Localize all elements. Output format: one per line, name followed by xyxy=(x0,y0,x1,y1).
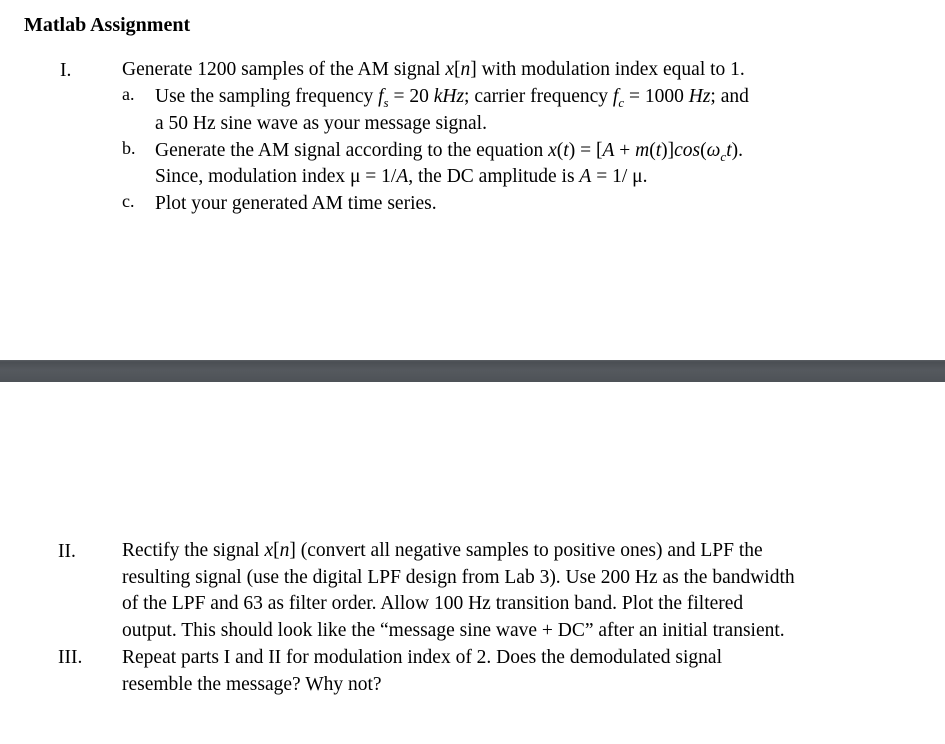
part-1a-line-2: a 50 Hz sine wave as your message signal. xyxy=(155,113,487,134)
part-1a-line-1: Use the sampling frequency $f_s = 20$ kHz; carrier frequency $f_c = 1000$ Hz; and xyxy=(155,86,749,110)
page-title: Matlab Assignment xyxy=(24,14,191,36)
part-2-line-1: Rectify the signal x[n] (convert all negative samples to positive ones) and LPF the xyxy=(122,540,763,561)
part-3-line-1: Repeat parts I and II for modulation index of 2. Does the demodulated signal xyxy=(122,647,723,668)
part-1-numeral: I. xyxy=(60,60,72,81)
page-divider xyxy=(0,360,945,382)
part-2-numeral: II. xyxy=(58,541,76,562)
part-1-line-1: Generate 1200 samples of the AM signal x[n] with modulation index equal to 1. xyxy=(122,59,745,80)
part-2-line-4: output. This should look like the “message sine wave + DC” after an initial transient. xyxy=(122,620,785,641)
part-2-line-3: of the LPF and 63 as filter order. Allow 100 Hz transition band. Plot the filtered xyxy=(122,593,744,614)
part-1c-label: c. xyxy=(122,191,135,211)
part-1b-line-2: Since, modulation index μ = 1/A, the DC amplitude is A = 1/ μ. xyxy=(155,166,648,187)
part-3-numeral: III. xyxy=(58,647,83,668)
part-1b-label: b. xyxy=(122,138,136,158)
part-3-line-2: resemble the message? Why not? xyxy=(122,674,382,695)
part-1b-line-1: Generate the AM signal according to the equation $x(t) = [A + m(t)]\cos(\omega_ct)$. xyxy=(155,140,743,164)
part-2-line-2: resulting signal (use the digital LPF design from Lab 3). Use 200 Hz as the bandwidth xyxy=(122,567,795,588)
part-1a-label: a. xyxy=(122,84,135,104)
part-1c-line-1: Plot your generated AM time series. xyxy=(155,193,437,214)
